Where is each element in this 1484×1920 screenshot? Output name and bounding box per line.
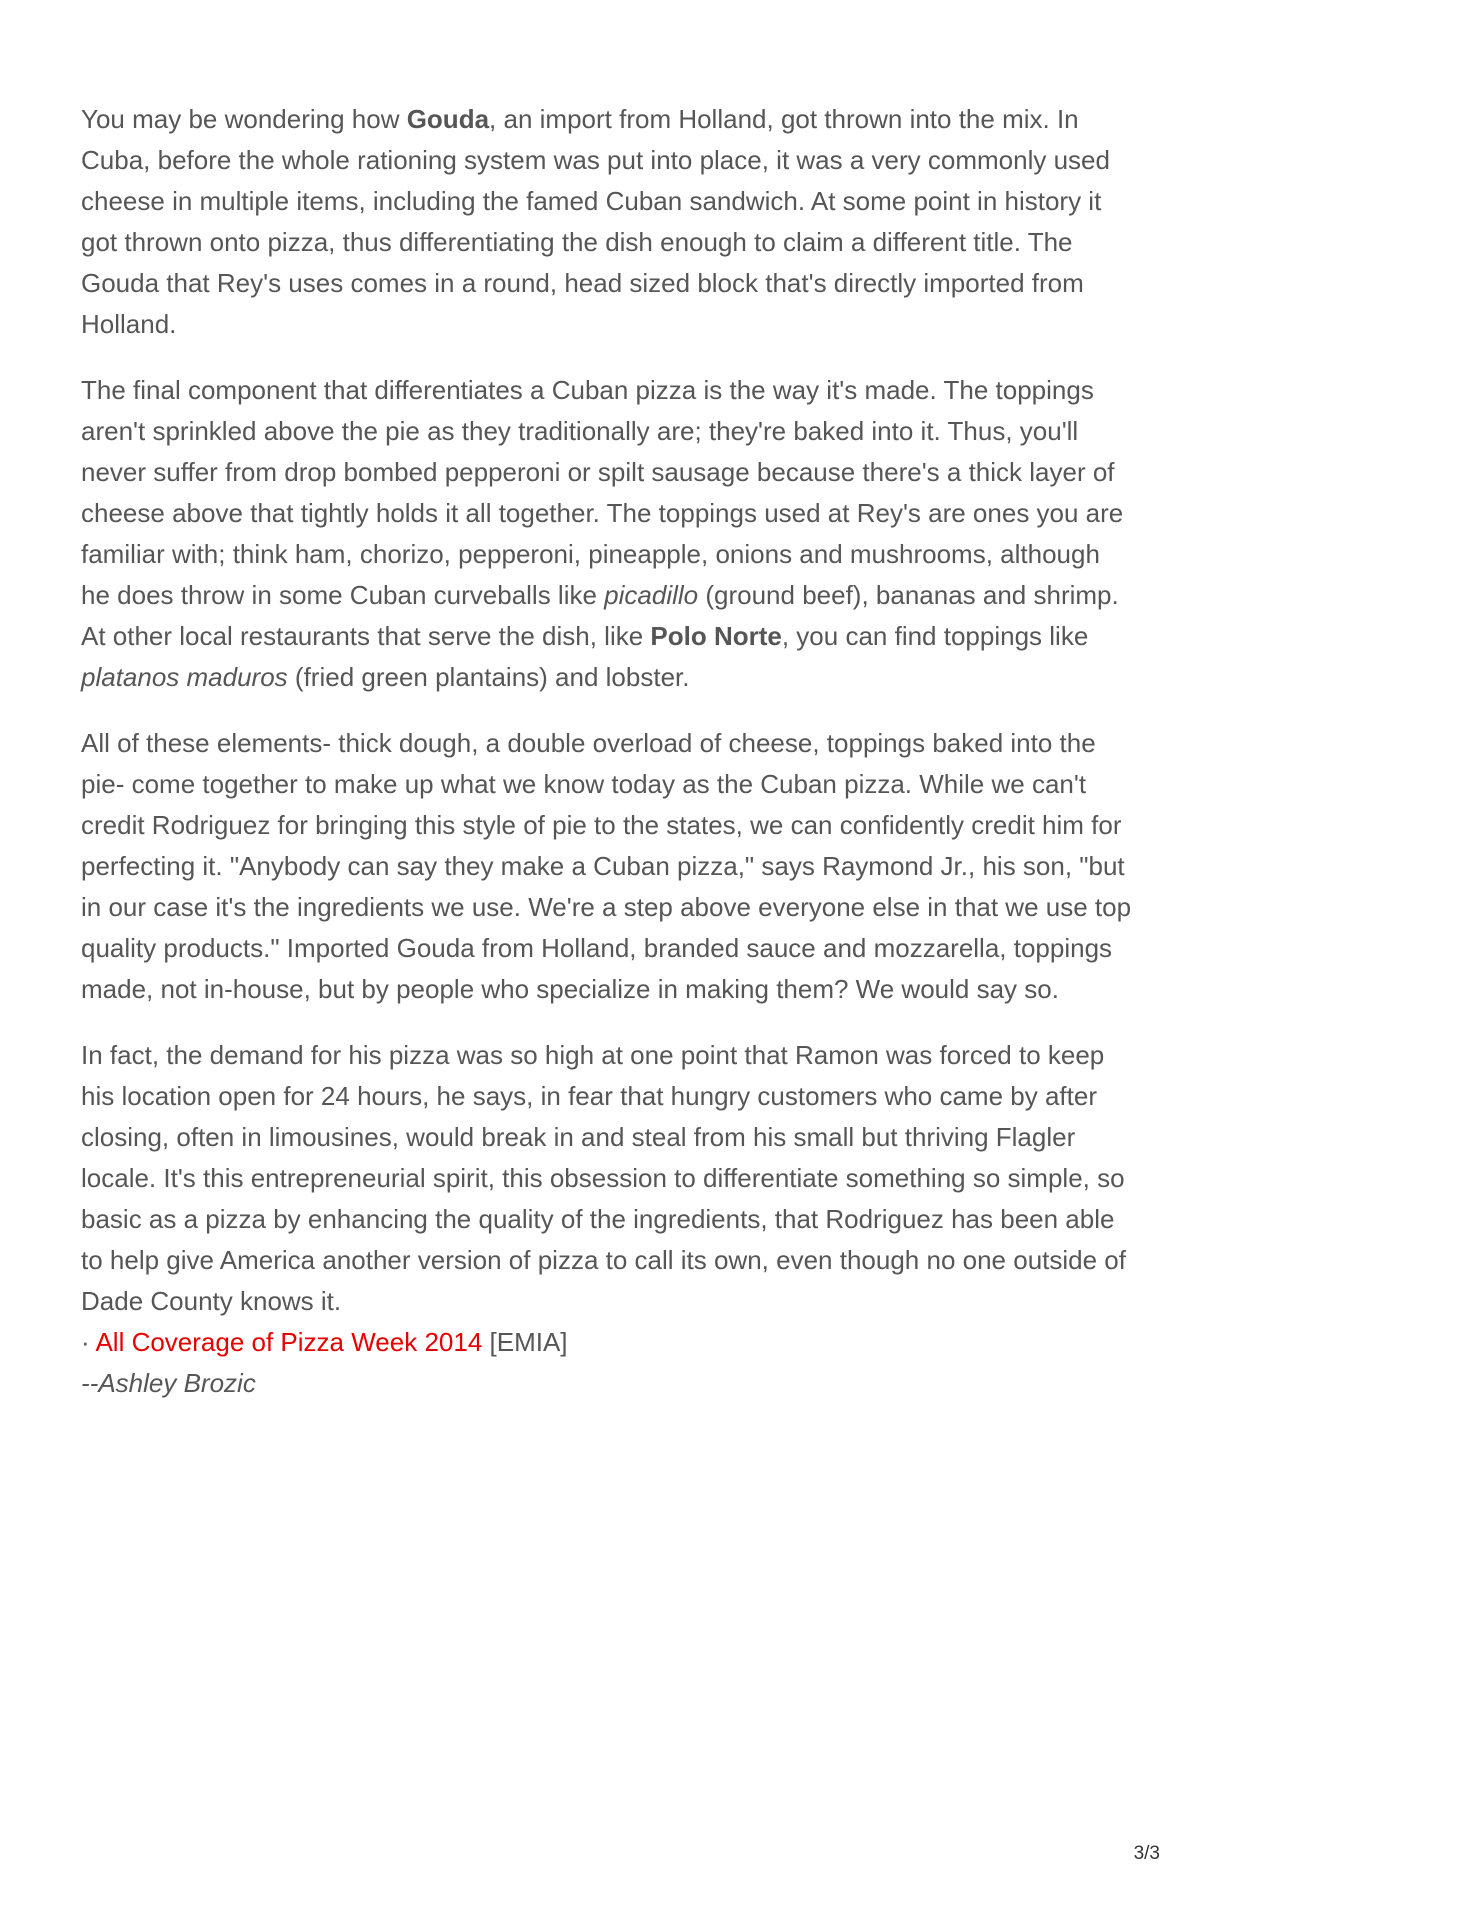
- paragraph-gouda: [81, 99, 1133, 345]
- byline: --Ashley Brozic: [81, 1368, 256, 1398]
- italic-text: platanos maduros: [81, 662, 288, 692]
- text-segment: You may be wondering how: [81, 104, 407, 134]
- text-segment: The final component that differentiates a Cuban pizza is the way it's made. The toppings aren't sprinkled above the pie as they traditionally are; they're baked into it. Thus, you'll never suffer from drop bombed pepperoni or spilt sausage because there's a thick layer of cheese above that tightly holds it all together. The toppings used at Rey's are ones you are familiar with; think ham, chorizo, pepperoni, pineapple, onions and mushrooms, although he does throw in some Cuban curveballs like: [81, 375, 1124, 610]
- bullet: ·: [81, 1327, 96, 1357]
- bold-text: Polo Norte: [650, 621, 782, 651]
- paragraph-toppings: [81, 370, 1133, 698]
- page-number: 3/3: [1133, 1843, 1160, 1864]
- coverage-line: [81, 1322, 1133, 1363]
- text-segment: , you can find toppings like: [781, 621, 1089, 651]
- paragraph-elements: [81, 723, 1133, 1010]
- article-body: [81, 99, 1133, 1404]
- italic-text: picadillo: [604, 580, 699, 610]
- paragraph-demand: [81, 1035, 1133, 1322]
- pizza-week-coverage-link[interactable]: All Coverage of Pizza Week 2014: [95, 1327, 483, 1357]
- text-segment: (ground beef), bananas and shrimp. At other local restaurants that serve the dish, like: [81, 580, 1119, 651]
- text-segment: , an import from Holland, got thrown into the mix. In Cuba, before the whole rationing system was put into place, it was a very commonly used cheese in multiple items, including the famed Cuban sandwich. At some point in history it got thrown onto pizza, thus differentiating the dish enough to claim a different title. The Gouda that Rey's uses comes in a round, head sized block that's directly imported from Holland.: [81, 104, 1110, 339]
- bold-text: Gouda: [406, 104, 490, 134]
- text-segment: In fact, the demand for his pizza was so high at one point that Ramon was forced to keep his location open for 24 hours, he says, in fear that hungry customers who came by after closing, often in limousines, would break in and steal from his small but thriving Flagler locale. It's this entrepreneurial spirit, this obsession to differentiate something so simple, so basic as a pizza by enhancing the quality of the ingredients, that Rodriguez has been able to help give America another version of pizza to call its own, even though no one outside of Dade County knows it.: [81, 1040, 1126, 1316]
- coverage-suffix: [EMIA]: [482, 1327, 568, 1357]
- text-segment: All of these elements- thick dough, a double overload of cheese, toppings baked into the pie- come together to make up what we know today as the Cuban pizza. While we can't credit Rodriguez for bringing this style of pie to the states, we can confidently credit him for perfecting it. "Anybody can say they make a Cuban pizza," says Raymond Jr., his son, "but in our case it's the ingredients we use. We're a step above everyone else in that we use top quality products." Imported Gouda from Holland, branded sauce and mozzarella, toppings made, not in-house, but by people who specialize in making them? We would say so.: [81, 728, 1132, 1004]
- text-segment: (fried green plantains) and lobster.: [287, 662, 690, 692]
